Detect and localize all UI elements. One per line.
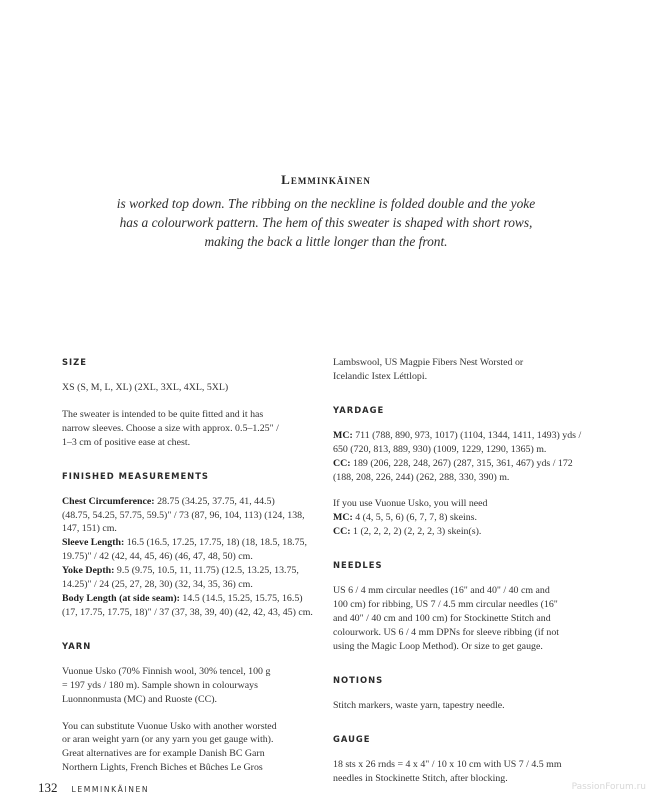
usko-mc-value: 4 (4, 5, 5, 6) (6, 7, 7, 8) skeins. [352,512,477,524]
size-list: XS (S, M, L, XL) (2XL, 3XL, 4XL, 5XL) [62,382,229,393]
pattern-title: Lemminkäinen [281,172,371,187]
needles-text [333,584,589,654]
sleeve-label: Sleeve Length: [62,537,125,549]
text-line: using the Magic Loop Method). Or size to get gauge. [333,640,543,652]
intro-line: has a colourwork pattern. The hem of this sweater is shaped with short rows, [119,215,533,230]
text-line: narrow sleeves. Choose a size with approx. 0.5–1.25" / [62,422,279,434]
usko-cc-line [333,525,589,539]
page-footer [38,780,149,796]
intro [0,172,652,251]
usko-skeins [333,497,589,539]
chest-line [62,495,314,509]
yarn-substitutes [62,720,314,776]
yardage-amounts [333,429,589,485]
left-column [62,356,314,788]
intro-description [0,194,652,251]
text-line: Luonnonmusta (MC) and Ruoste (CC). [62,693,217,705]
yoke-value: 9.5 (9.75, 10.5, 11, 11.75) (12.5, 13.25, 13.75, [114,565,299,577]
text-line: = 197 yds / 180 m). Sample shown in colourways [62,679,258,691]
usko-cc-label: CC: [333,526,351,538]
page-number: 132 [38,780,58,795]
text-line: The sweater is intended to be quite fitted and it has [62,408,264,420]
body-label: Body Length (at side seam): [62,592,180,604]
yoke-line [62,564,314,578]
chest-label: Chest Circumference: [62,495,155,507]
usko-cc-value: 1 (2, 2, 2, 2) (2, 2, 2, 3) skein(s). [350,526,482,538]
text-line: Vuonue Usko (70% Finnish wool, 30% tencel, 100 g [62,665,271,677]
text-line: Great alternatives are for example Danish BC Garn [62,748,265,760]
finished-measurements-heading: FINISHED MEASUREMENTS [62,470,209,481]
notions-heading: NOTIONS [333,674,384,685]
finished-measurements [62,495,314,620]
sleeve-line [62,536,314,550]
text-line: 650 (720, 813, 889, 930) (1009, 1229, 1290, 1365) m. [333,443,547,455]
text-line: and 40" / 40 cm and 100 cm) for Stockinette Stitch and [333,612,551,624]
text-line: If you use Vuonue Usko, you will need [333,498,488,510]
text-line: needles in Stockinette Stitch, after blocking. [333,772,508,784]
text-line: 1–3 cm of positive ease at chest. [62,436,191,448]
mc-label: MC: [333,429,353,441]
text-line: (17, 17.75, 17.75, 18)" / 37 (37, 38, 39, 40) (42, 42, 43, 45) cm. [62,606,313,618]
size-heading: SIZE [62,357,87,367]
gauge-text [333,758,589,786]
right-column [333,356,589,798]
size-note [62,408,314,450]
needles-heading: NEEDLES [333,560,383,571]
sleeve-value: 16.5 (16.5, 17.25, 17.75, 18) (18, 18.5, 18.75, [124,537,307,549]
running-head: LEMMINKÄINEN [71,785,150,794]
yardage-heading: YARDAGE [333,404,385,415]
cc-line [333,457,589,471]
gauge-heading: GAUGE [333,733,371,744]
yarn-heading: YARN [62,640,92,651]
intro-line: is worked top down. The ribbing on the neckline is folded double and the yoke [116,196,536,211]
yoke-label: Yoke Depth: [62,565,115,577]
text-line: 147, 151) cm. [62,523,117,535]
text-line: You can substitute Vuonue Usko with another worsted [62,720,277,732]
intro-line: making the back a little longer than the front. [204,234,448,249]
chest-value: 28.75 (34.25, 37.75, 41, 44.5) [154,495,275,507]
text-line: (188, 208, 226, 244) (262, 288, 330, 390) m. [333,471,510,483]
yarn-description [62,665,314,707]
text-line: 14.25)" / 24 (25, 27, 28, 30) (32, 34, 35, 36) cm. [62,579,253,591]
text-line: Lambswool, US Magpie Fibers Nest Worsted or [333,357,524,368]
body-line [62,592,314,606]
mc-value: 711 (788, 890, 973, 1017) (1104, 1344, 1411, 1493) yds / [352,429,582,441]
cc-label: CC: [333,457,351,469]
body-value: 14.5 (14.5, 15.25, 15.75, 16.5) [179,592,303,604]
text-line: or aran weight yarn (or any yarn you get gauge with). [62,734,274,746]
mc-line [333,429,589,443]
text-line: US 6 / 4 mm circular needles (16" and 40" / 40 cm and [333,585,550,597]
text-line: 19.75)" / 42 (42, 44, 45, 46) (46, 47, 48, 50) cm. [62,551,253,563]
text-line: 18 sts x 26 rnds = 4 x 4" / 10 x 10 cm with US 7 / 4.5 mm [333,758,562,770]
usko-mc-line [333,511,589,525]
text-line: Northern Lights, French Biches et Bûches Le Gros [62,762,263,774]
text-line: (48.75, 54.25, 57.75, 59.5)" / 73 (87, 96, 104, 113) (124, 138, [62,509,305,521]
text-line: 100 cm) for ribbing, US 7 / 4.5 mm circular needles (16" [333,599,558,611]
cc-value: 189 (206, 228, 248, 267) (287, 315, 361, 467) yds / 172 [350,457,573,469]
notions-text: Stitch markers, waste yarn, tapestry needle. [333,699,505,711]
text-line: colourwork. US 6 / 4 mm DPNs for sleeve ribbing (if not [333,626,560,638]
yarn-substitutes-continued [333,356,589,384]
text-line: Icelandic Istex Léttlopi. [333,370,428,382]
watermark: PassionForum.ru [571,782,646,792]
usko-mc-label: MC: [333,512,353,524]
